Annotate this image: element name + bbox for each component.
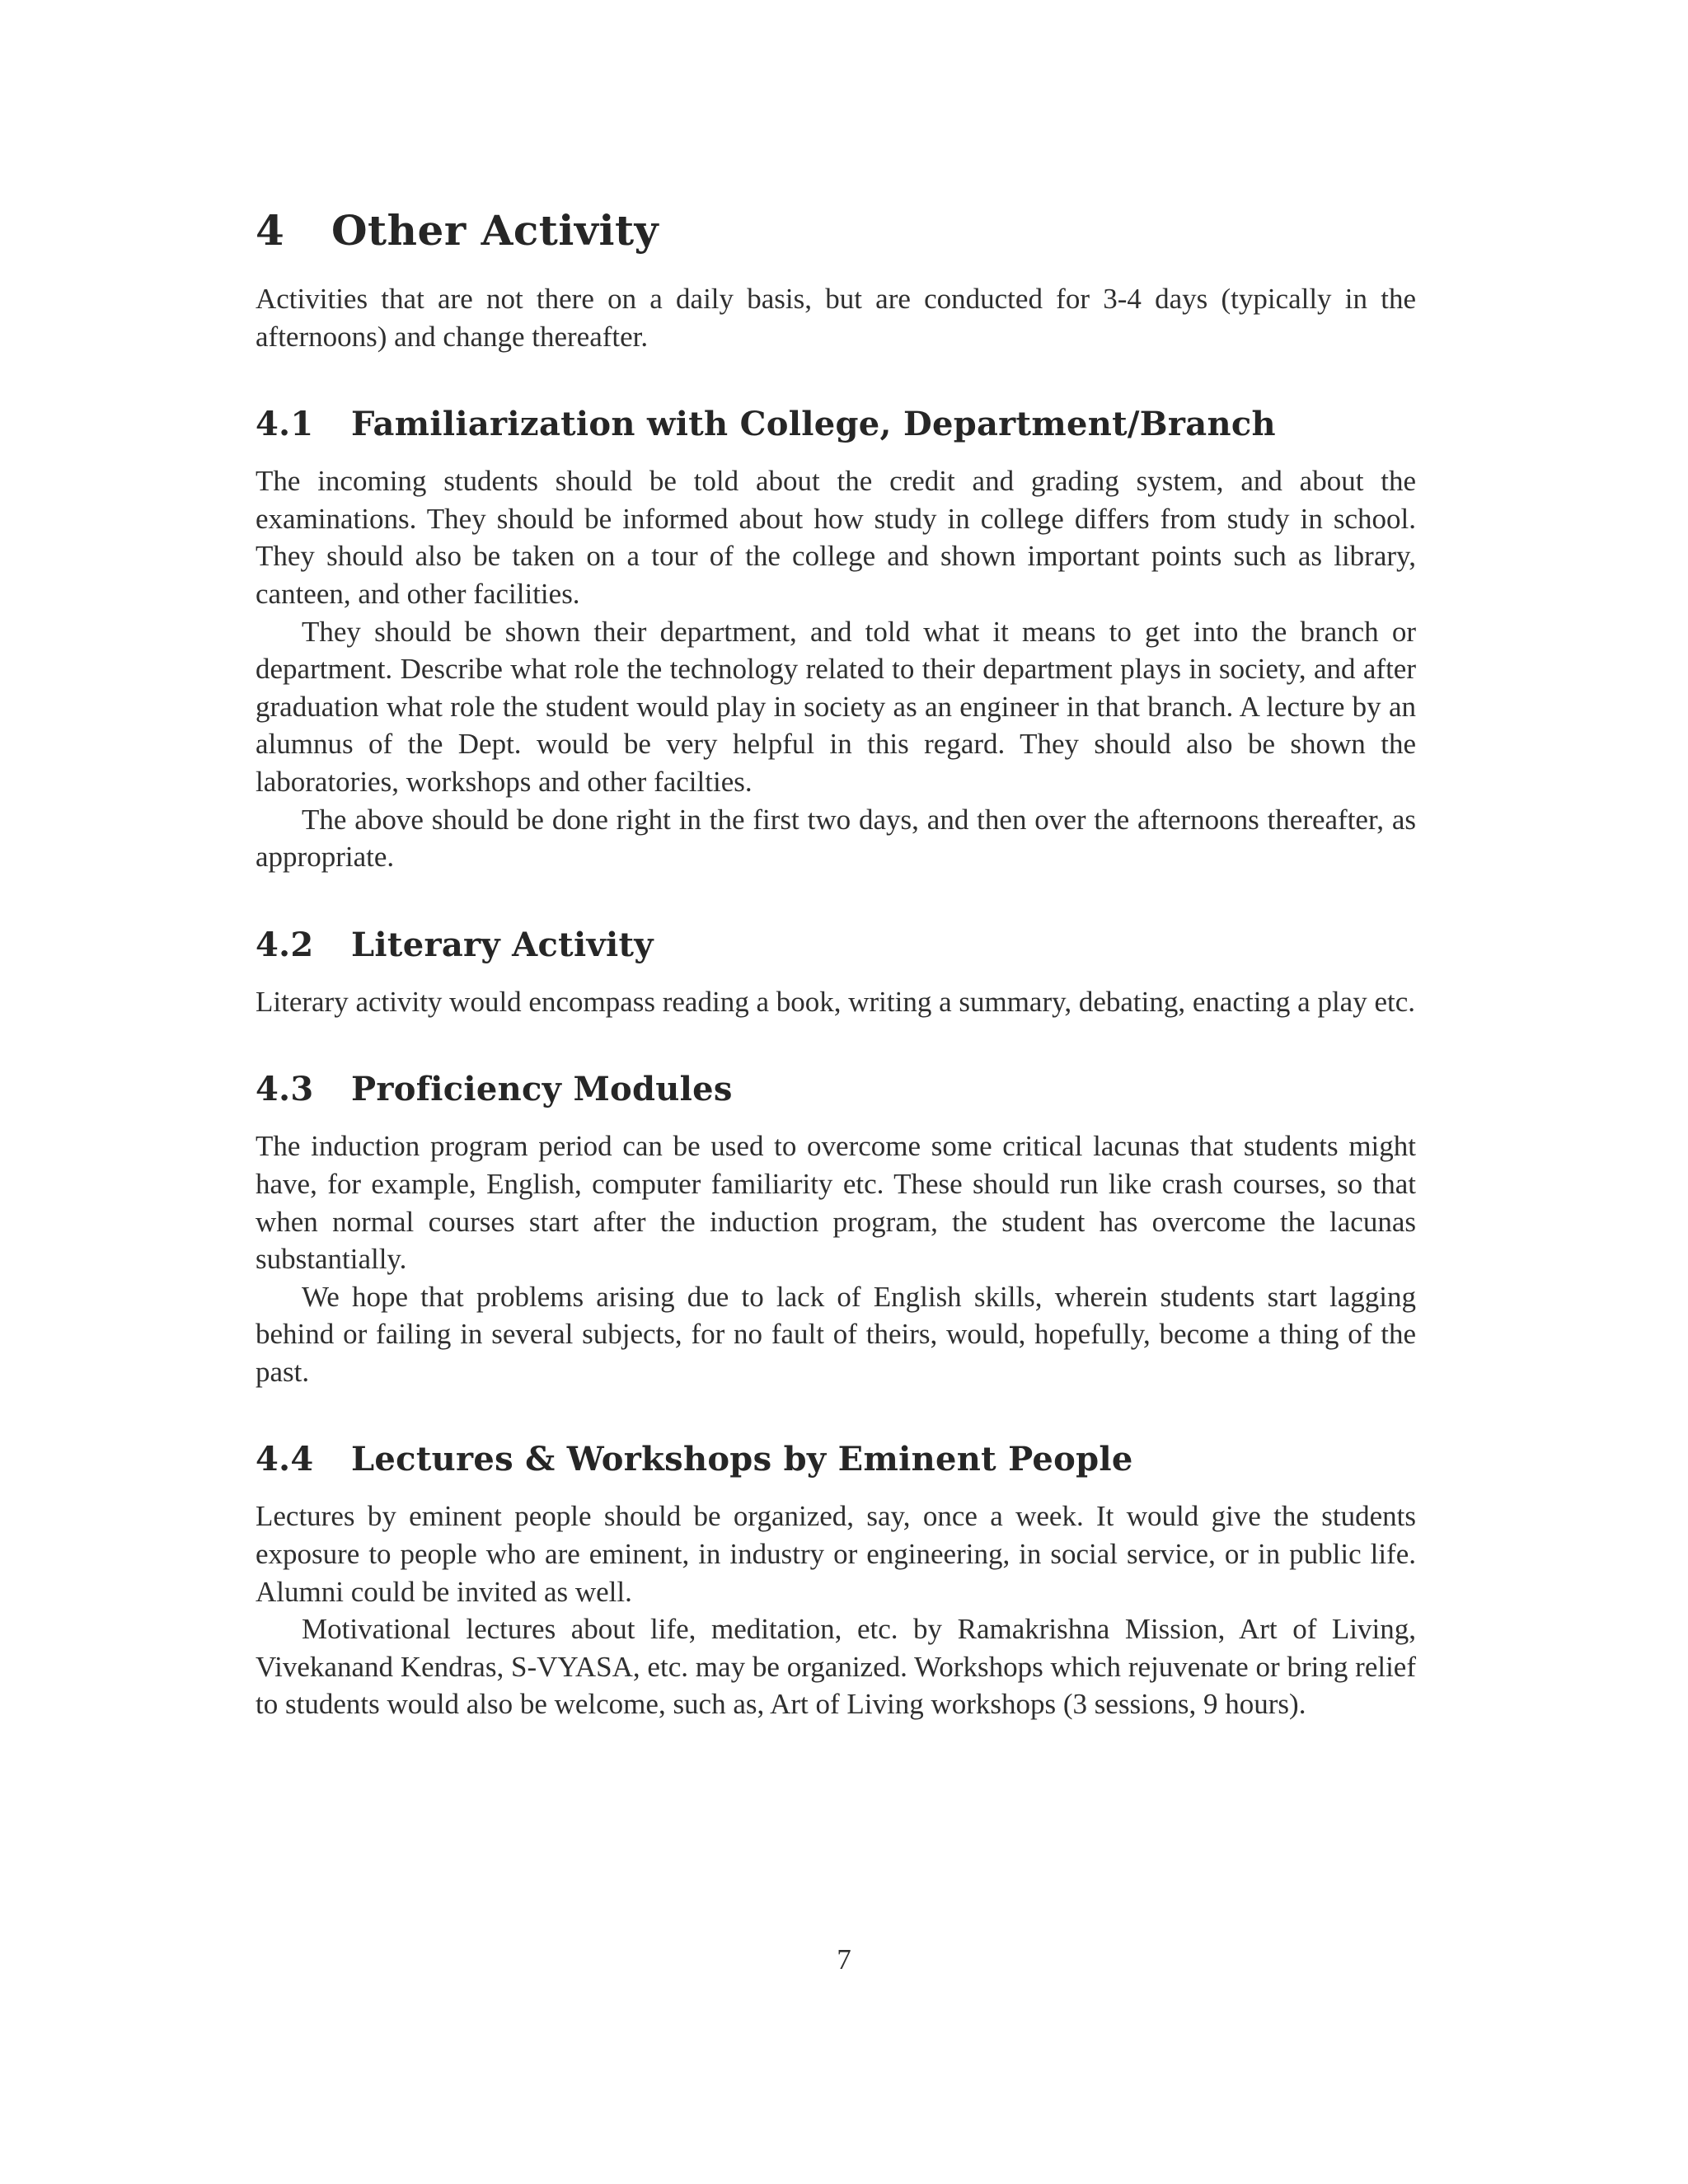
page-number: 7 (837, 1943, 851, 1975)
paragraph: The incoming students should be told about the credit and grading system, and about the examinations. They should be informed about how study in college differs from study in school. They should also be taken on a tour of the college and shown important points such as library, canteen, and other facilities. (256, 465, 1416, 610)
section-title: Other Activity (331, 206, 659, 255)
paragraph: Lectures by eminent people should be organized, say, once a week. It would give the students exposure to people who are eminent, in industry or engineering, in social service, or in public life. Alumni could be invited as well. (256, 1500, 1416, 1608)
subsection-heading-4-2 (256, 926, 1416, 965)
subsection-number: 4.3 (256, 1070, 314, 1109)
subsection-heading-4-3 (256, 1070, 1416, 1109)
paragraph: Motivational lectures about life, meditation, etc. by Ramakrishna Mission, Art of Living, Vivekanand Kendras, S-VYASA, etc. may be organized. Workshops which rejuvenate or bring relief to students would also be welcome, such as, Art of Living workshops (3 sessions, 9 hours). (256, 1613, 1416, 1721)
paragraph: The above should be done right in the first two days, and then over the afternoons thereafter, as appropriate. (256, 803, 1416, 874)
paragraph: They should be shown their department, and told what it means to get into the branch or department. Describe what role the technology related to their department plays in society, and after graduation what role the student would play in society as an engineer in that branch. A lecture by an alumnus of the Dept. would be very helpful in this regard. They should also be shown the laboratories, workshops and other facilties. (256, 615, 1416, 798)
subsection-heading-4-1 (256, 405, 1416, 444)
section-intro: Activities that are not there on a daily basis, but are conducted for 3-4 days (typically in the afternoons) and change thereafter. (256, 283, 1416, 353)
subsection-title: Literary Activity (351, 925, 654, 964)
subsection-number: 4.4 (256, 1440, 314, 1479)
subsection-title: Familiarization with College, Department/Branch (351, 405, 1276, 444)
section-heading (256, 206, 1416, 255)
subsection-number: 4.2 (256, 925, 314, 964)
page-content (256, 206, 1416, 1723)
paragraph: Literary activity would encompass reading a book, writing a summary, debating, enacting a play etc. (256, 985, 1416, 1018)
subsection-title: Proficiency Modules (351, 1070, 733, 1109)
subsection-heading-4-4 (256, 1440, 1416, 1479)
section-number: 4 (256, 206, 285, 255)
subsection-title: Lectures & Workshops by Eminent People (351, 1440, 1133, 1479)
paragraph: The induction program period can be used to overcome some critical lacunas that students might have, for example, English, computer familiarity etc. These should run like crash courses, so that when normal courses start after the induction program, the student has overcome the lacunas substantially. (256, 1130, 1416, 1276)
paragraph: We hope that problems arising due to lack of English skills, wherein students start lagging behind or failing in several subjects, for no fault of theirs, would, hopefully, become a thing of the past. (256, 1280, 1416, 1388)
subsection-number: 4.1 (256, 405, 314, 444)
